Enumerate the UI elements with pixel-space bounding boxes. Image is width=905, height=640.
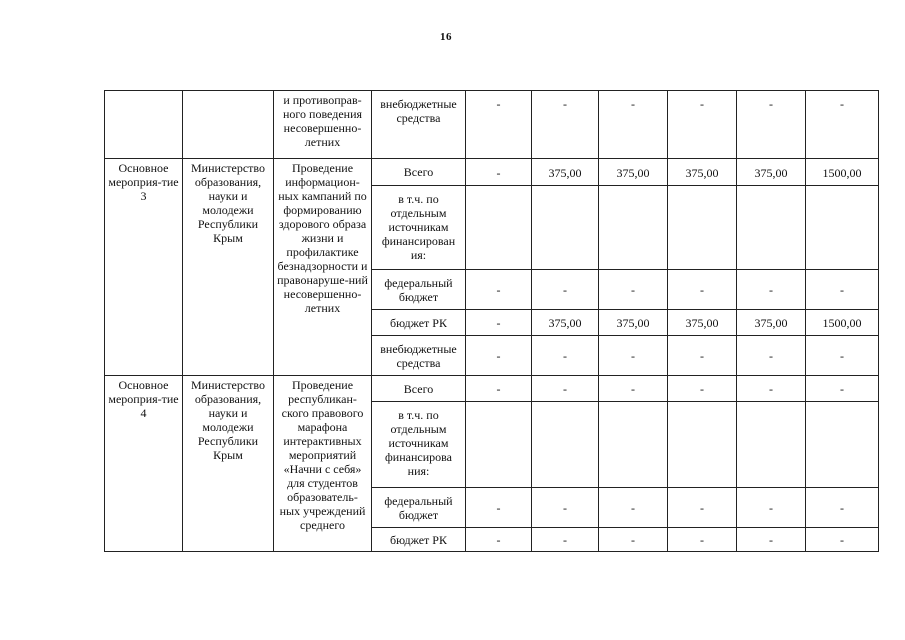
value-cell [532,186,599,270]
value-cell [737,402,806,488]
value-cell: - [668,91,737,159]
value-cell [737,186,806,270]
value-cell [466,402,532,488]
value-cell: 375,00 [668,310,737,336]
event-cell: Основное мероприя-тие 4 [105,376,183,552]
value-cell: - [806,336,879,376]
value-cell: - [532,91,599,159]
value-cell [668,402,737,488]
value-cell: - [532,488,599,528]
value-cell: - [806,91,879,159]
value-cell: - [668,376,737,402]
description-cell: Проведение республикан-ского правового марафона интерактивных мероприятий «Начни с себя» для студентов образователь-ных учреждений среднего [274,376,372,552]
event-cell: Основное мероприя-тие 3 [105,159,183,376]
description-cell: Проведение информацион-ных кампаний по формированию здорового образа жизни и профилактике безнадзорности и правонаруше-ний несовершенно-летних [274,159,372,376]
page-number: 16 [440,31,452,43]
funding-source-cell: в т.ч. по отдельным источникам финансирован ия: [372,186,466,270]
value-cell: - [599,336,668,376]
funding-source-cell: федеральный бюджет [372,488,466,528]
funding-source-cell: федеральный бюджет [372,270,466,310]
value-cell: - [806,270,879,310]
value-cell: - [668,336,737,376]
table-row [105,159,879,186]
table-row [105,376,879,402]
value-cell: - [532,336,599,376]
budget-table [104,90,879,552]
value-cell: - [532,528,599,552]
value-cell: - [532,376,599,402]
value-cell: - [737,376,806,402]
value-cell: - [599,91,668,159]
value-cell: - [806,488,879,528]
value-cell [532,402,599,488]
value-cell [806,402,879,488]
value-cell: - [466,91,532,159]
value-cell: - [466,488,532,528]
value-cell: 375,00 [737,310,806,336]
executor-cell: Министерство образования, науки и молодежи Республики Крым [183,376,274,552]
value-cell: - [737,336,806,376]
value-cell: - [737,270,806,310]
value-cell: - [737,91,806,159]
value-cell [599,186,668,270]
value-cell: 375,00 [599,159,668,186]
value-cell: - [599,528,668,552]
value-cell: - [668,528,737,552]
funding-source-cell: Всего [372,159,466,186]
value-cell: 375,00 [668,159,737,186]
value-cell [668,186,737,270]
event-cell [105,91,183,159]
value-cell: - [599,488,668,528]
value-cell: 1500,00 [806,159,879,186]
value-cell: - [466,270,532,310]
executor-cell: Министерство образования, науки и молодежи Республики Крым [183,159,274,376]
funding-source-cell: бюджет РК [372,310,466,336]
funding-source-cell: в т.ч. по отдельным источникам финансирова ния: [372,402,466,488]
value-cell: 375,00 [532,310,599,336]
value-cell: 375,00 [532,159,599,186]
value-cell: - [466,336,532,376]
table-row [105,91,879,159]
executor-cell [183,91,274,159]
funding-source-cell: Всего [372,376,466,402]
funding-source-cell: внебюджетные средства [372,336,466,376]
value-cell: - [599,270,668,310]
value-cell: - [668,488,737,528]
funding-source-cell: внебюджетные средства [372,91,466,159]
value-cell: - [466,376,532,402]
value-cell [806,186,879,270]
value-cell: - [466,310,532,336]
value-cell: - [806,376,879,402]
value-cell: - [466,159,532,186]
value-cell: 1500,00 [806,310,879,336]
value-cell [466,186,532,270]
funding-source-cell: бюджет РК [372,528,466,552]
value-cell: - [806,528,879,552]
value-cell: - [466,528,532,552]
value-cell: - [599,376,668,402]
description-cell: и противоправ-ного поведения несовершенно-летних [274,91,372,159]
value-cell: 375,00 [599,310,668,336]
value-cell [599,402,668,488]
value-cell: - [532,270,599,310]
value-cell: - [737,488,806,528]
value-cell: - [668,270,737,310]
value-cell: - [737,528,806,552]
value-cell: 375,00 [737,159,806,186]
